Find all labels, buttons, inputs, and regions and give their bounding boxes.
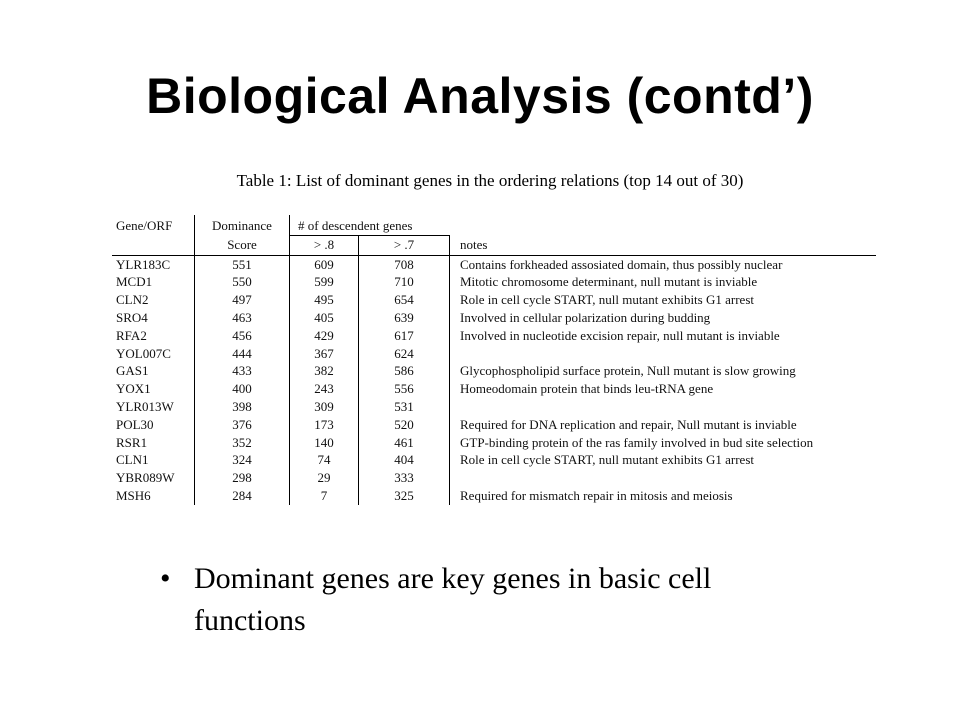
cell-desc-08: 140 [290, 434, 359, 452]
cell-desc-07: 586 [359, 362, 450, 380]
header-notes: notes [450, 235, 877, 255]
table-row [112, 362, 876, 380]
table-row [112, 416, 876, 434]
cell-score: 456 [195, 327, 290, 345]
cell-gene: CLN1 [112, 451, 195, 469]
table-row [112, 434, 876, 452]
cell-notes [450, 398, 877, 416]
cell-desc-08: 599 [290, 273, 359, 291]
table-header-row [112, 215, 876, 235]
cell-desc-07: 556 [359, 380, 450, 398]
cell-desc-08: 173 [290, 416, 359, 434]
cell-notes: Contains forkheaded assosiated domain, thus possibly nuclear [460, 256, 783, 272]
cell-score: 398 [195, 398, 290, 416]
cell-desc-07: 325 [359, 487, 450, 505]
table-row [112, 327, 876, 345]
cell-desc-08: 405 [290, 309, 359, 327]
cell-score: 497 [195, 291, 290, 309]
cell-score: 298 [195, 469, 290, 487]
cell-gene: YLR013W [112, 398, 195, 416]
cell-score: 433 [195, 362, 290, 380]
cell-desc-08: 243 [290, 380, 359, 398]
table-row [112, 398, 876, 416]
cell-notes: Homeodomain protein that binds leu-tRNA gene [460, 381, 714, 397]
cell-gene: RSR1 [112, 434, 195, 452]
cell-notes [450, 345, 877, 363]
cell-desc-07: 333 [359, 469, 450, 487]
cell-desc-08: 495 [290, 291, 359, 309]
cell-desc-07: 617 [359, 327, 450, 345]
header-descendent-genes: # of descendent genes [290, 215, 450, 235]
cell-desc-07: 710 [359, 273, 450, 291]
cell-gene: RFA2 [112, 327, 195, 345]
cell-score: 400 [195, 380, 290, 398]
cell-score: 444 [195, 345, 290, 363]
table-row [112, 255, 876, 273]
cell-gene: YBR089W [112, 469, 195, 487]
cell-desc-08: 609 [290, 255, 359, 273]
slide-title: Biological Analysis (contd’) [146, 68, 814, 124]
table-row [112, 469, 876, 487]
cell-score: 284 [195, 487, 290, 505]
cell-score: 550 [195, 273, 290, 291]
bullet-point [160, 558, 800, 642]
table-subheader-row [112, 235, 876, 255]
table-body [112, 255, 876, 505]
cell-notes: GTP-binding protein of the ras family involved in bud site selection [460, 434, 814, 450]
cell-desc-08: 74 [290, 451, 359, 469]
cell-desc-08: 7 [290, 487, 359, 505]
header-dominance: Dominance [195, 215, 290, 235]
cell-score: 352 [195, 434, 290, 452]
cell-score: 463 [195, 309, 290, 327]
table-row [112, 487, 876, 505]
cell-gene: MCD1 [112, 273, 195, 291]
cell-gene: YLR183C [112, 255, 195, 273]
cell-notes: Mitotic chromosome determinant, null mutant is inviable [460, 274, 758, 290]
cell-desc-07: 639 [359, 309, 450, 327]
cell-desc-08: 367 [290, 345, 359, 363]
cell-desc-07: 531 [359, 398, 450, 416]
cell-notes: Glycophospholipid surface protein, Null mutant is slow growing [460, 363, 796, 379]
cell-notes: Role in cell cycle START, null mutant exhibits G1 arrest [460, 452, 754, 468]
cell-gene: POL30 [112, 416, 195, 434]
table-row [112, 380, 876, 398]
cell-desc-07: 520 [359, 416, 450, 434]
cell-desc-08: 382 [290, 362, 359, 380]
cell-gene: MSH6 [112, 487, 195, 505]
cell-desc-07: 461 [359, 434, 450, 452]
cell-desc-08: 309 [290, 398, 359, 416]
cell-desc-07: 654 [359, 291, 450, 309]
cell-notes [450, 469, 877, 487]
cell-gene: GAS1 [112, 362, 195, 380]
cell-desc-07: 708 [359, 255, 450, 273]
header-score: Score [195, 235, 290, 255]
cell-score: 324 [195, 451, 290, 469]
cell-desc-07: 404 [359, 451, 450, 469]
cell-gene: CLN2 [112, 291, 195, 309]
table-row [112, 451, 876, 469]
dominant-genes-table [112, 215, 876, 505]
table-row [112, 345, 876, 363]
cell-notes: Involved in cellular polarization during budding [460, 309, 711, 325]
header-gene: Gene/ORF [112, 215, 195, 235]
bullet-text: Dominant genes are key genes in basic cell functions [194, 562, 712, 637]
bullet-mark: • [160, 562, 171, 595]
table-row [112, 273, 876, 291]
header-gene-blank [112, 235, 195, 255]
cell-notes: Role in cell cycle START, null mutant exhibits G1 arrest [460, 292, 754, 308]
cell-desc-08: 29 [290, 469, 359, 487]
cell-desc-07: 624 [359, 345, 450, 363]
cell-gene: SRO4 [112, 309, 195, 327]
cell-gene: YOX1 [112, 380, 195, 398]
cell-gene: YOL007C [112, 345, 195, 363]
cell-score: 376 [195, 416, 290, 434]
table-row [112, 309, 876, 327]
cell-score: 551 [195, 255, 290, 273]
cell-desc-08: 429 [290, 327, 359, 345]
table-caption: Table 1: List of dominant genes in the ordering relations (top 14 out of 30) [236, 171, 744, 190]
table-row [112, 291, 876, 309]
cell-notes: Involved in nucleotide excision repair, null mutant is inviable [460, 327, 780, 343]
cell-notes: Required for mismatch repair in mitosis and meiosis [460, 487, 733, 503]
header-gt-08: > .8 [290, 235, 359, 255]
header-gt-07: > .7 [359, 235, 450, 255]
cell-notes: Required for DNA replication and repair, Null mutant is inviable [460, 416, 797, 432]
header-blank [450, 215, 877, 235]
